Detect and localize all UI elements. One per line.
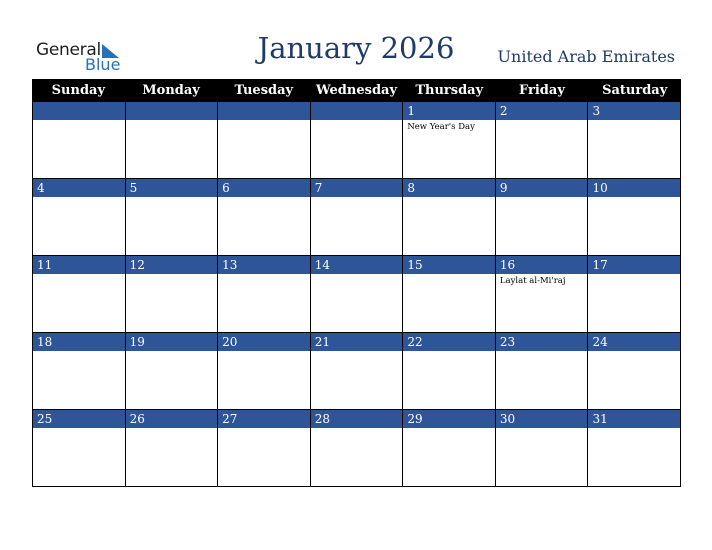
day-cell[interactable] [33, 102, 126, 178]
day-number: 12 [129, 258, 145, 272]
day-number: 25 [37, 412, 53, 426]
day-cell[interactable] [33, 179, 126, 255]
day-cell[interactable] [496, 333, 589, 409]
day-number: 29 [407, 412, 423, 426]
weekday-thursday: Thursday [415, 83, 484, 98]
day-number: 14 [314, 258, 331, 272]
week-row [32, 256, 681, 333]
day-cell[interactable] [403, 256, 496, 332]
day-number: 3 [592, 104, 601, 118]
logo-text-blue: Blue [85, 55, 121, 74]
day-cell[interactable] [403, 410, 496, 486]
day-cell[interactable] [33, 410, 126, 486]
day-cell[interactable] [218, 102, 311, 178]
day-cell[interactable] [311, 333, 404, 409]
day-cell[interactable] [403, 333, 496, 409]
weekday-wednesday: Wednesday [316, 83, 398, 98]
day-number: 10 [592, 181, 608, 195]
day-number: 16 [499, 258, 516, 272]
day-number: 17 [592, 258, 608, 272]
day-cell[interactable] [311, 179, 404, 255]
day-cell[interactable] [126, 410, 219, 486]
day-number: 7 [314, 181, 323, 195]
day-number: 9 [499, 181, 508, 195]
day-cell[interactable] [496, 179, 589, 255]
day-number: 23 [499, 335, 516, 349]
day-cell[interactable] [218, 333, 311, 409]
day-cell[interactable] [496, 102, 589, 178]
week-row [32, 179, 681, 256]
day-cell[interactable] [588, 333, 680, 409]
day-number: 24 [592, 335, 608, 349]
week-row [32, 333, 681, 410]
weekday-tuesday: Tuesday [234, 83, 294, 98]
day-number: 28 [314, 412, 331, 426]
day-cell[interactable] [311, 410, 404, 486]
day-cell[interactable] [218, 179, 311, 255]
day-number: 18 [37, 335, 53, 349]
day-number: 15 [407, 258, 423, 272]
day-number: 1 [407, 104, 415, 118]
day-number: 27 [222, 412, 238, 426]
day-cell[interactable] [126, 333, 219, 409]
day-cell[interactable] [496, 256, 589, 332]
holiday-label: Laylat al-Mi'raj [499, 276, 566, 286]
day-cell[interactable] [126, 102, 219, 178]
weekday-friday: Friday [519, 83, 565, 98]
day-number: 2 [499, 104, 508, 118]
day-cell[interactable] [126, 179, 219, 255]
day-number: 20 [222, 335, 238, 349]
day-number: 5 [129, 181, 138, 195]
day-cell[interactable] [311, 256, 404, 332]
day-number: 26 [129, 412, 145, 426]
page-title: January 2026 [257, 31, 455, 65]
calendar-grid [32, 79, 681, 486]
day-cell[interactable] [218, 256, 311, 332]
day-number: 19 [129, 335, 145, 349]
day-cell[interactable] [311, 102, 404, 178]
day-number: 4 [37, 181, 45, 195]
day-cell[interactable] [33, 333, 126, 409]
holiday-label: New Year's Day [407, 122, 475, 132]
day-cell[interactable] [33, 256, 126, 332]
day-cell[interactable] [588, 179, 680, 255]
weekday-monday: Monday [142, 83, 200, 98]
week-row [32, 102, 681, 179]
day-number: 6 [222, 181, 230, 195]
day-number: 31 [592, 412, 608, 426]
day-cell[interactable] [588, 256, 680, 332]
day-cell[interactable] [403, 179, 496, 255]
day-number: 30 [499, 412, 516, 426]
weekday-saturday: Saturday [602, 83, 668, 98]
day-cell[interactable] [588, 102, 680, 178]
day-number: 22 [407, 335, 423, 349]
week-row [32, 410, 681, 487]
day-cell[interactable] [588, 410, 680, 486]
weekday-sunday: Sunday [51, 83, 106, 98]
weekday-header [32, 79, 681, 102]
day-cell[interactable] [403, 102, 496, 178]
country-label: United Arab Emirates [497, 47, 675, 66]
day-cell[interactable] [496, 410, 589, 486]
logo-text-general: General [36, 40, 101, 60]
day-cell[interactable] [126, 256, 219, 332]
day-number: 13 [222, 258, 238, 272]
day-number: 11 [37, 258, 53, 272]
day-number: 8 [407, 181, 415, 195]
day-cell[interactable] [218, 410, 311, 486]
day-number: 21 [314, 335, 331, 349]
